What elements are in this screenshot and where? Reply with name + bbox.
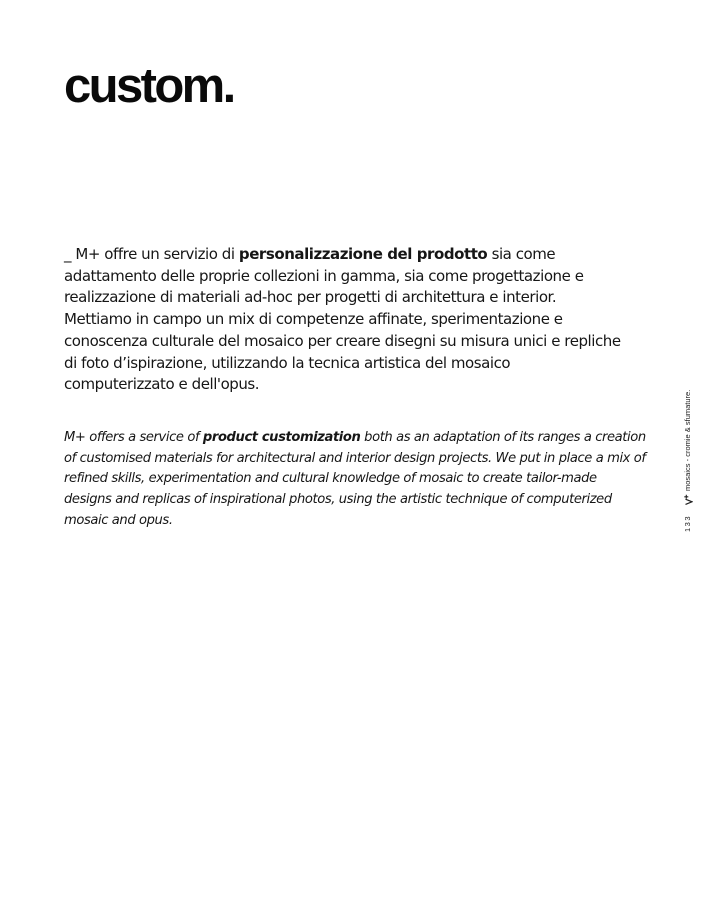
- italian-text-bold: personalizzazione del prodotto: [238, 245, 488, 263]
- brand-logo-icon: [684, 494, 693, 505]
- italian-description: [64, 244, 624, 396]
- italian-text-end: sia come adattamento delle proprie collezioni in gamma, sia come progettazione e realizzazione di materiali ad-hoc per progetti di architettura e interior. Mettiamo in campo un mix di competenze affinate, sperimentazione e conoscenza culturale del mosaico per creare disegni su misura unici e repliche di foto d’ispirazione, utilizzando la tecnica artistica del mosaico computerizzato e dell'opus.: [64, 245, 621, 394]
- brand-name: mosaics: [683, 463, 692, 491]
- english-description: [64, 428, 646, 532]
- italian-text-start: _ M+ offre un servizio di: [64, 245, 239, 263]
- english-text-bold: product customization: [202, 430, 361, 445]
- footer-sidebar: [683, 390, 693, 532]
- english-text-start: M+ offers a service of: [64, 430, 203, 445]
- page-title: custom.: [64, 59, 234, 113]
- page-number: 133: [683, 514, 692, 532]
- english-text-end: both as an adaptation of its ranges a creation of customised materials for architectural and interior design projects. We put in place a mix of refined skills, experimentation and cultural knowledge of mosaic to create tailor-made designs and replicas of inspirational photos, using the artistic technique of computerized mosaic and opus.: [64, 430, 646, 528]
- collection-name: cromie & sfumature.: [683, 389, 692, 457]
- footer-separator: -: [683, 456, 692, 464]
